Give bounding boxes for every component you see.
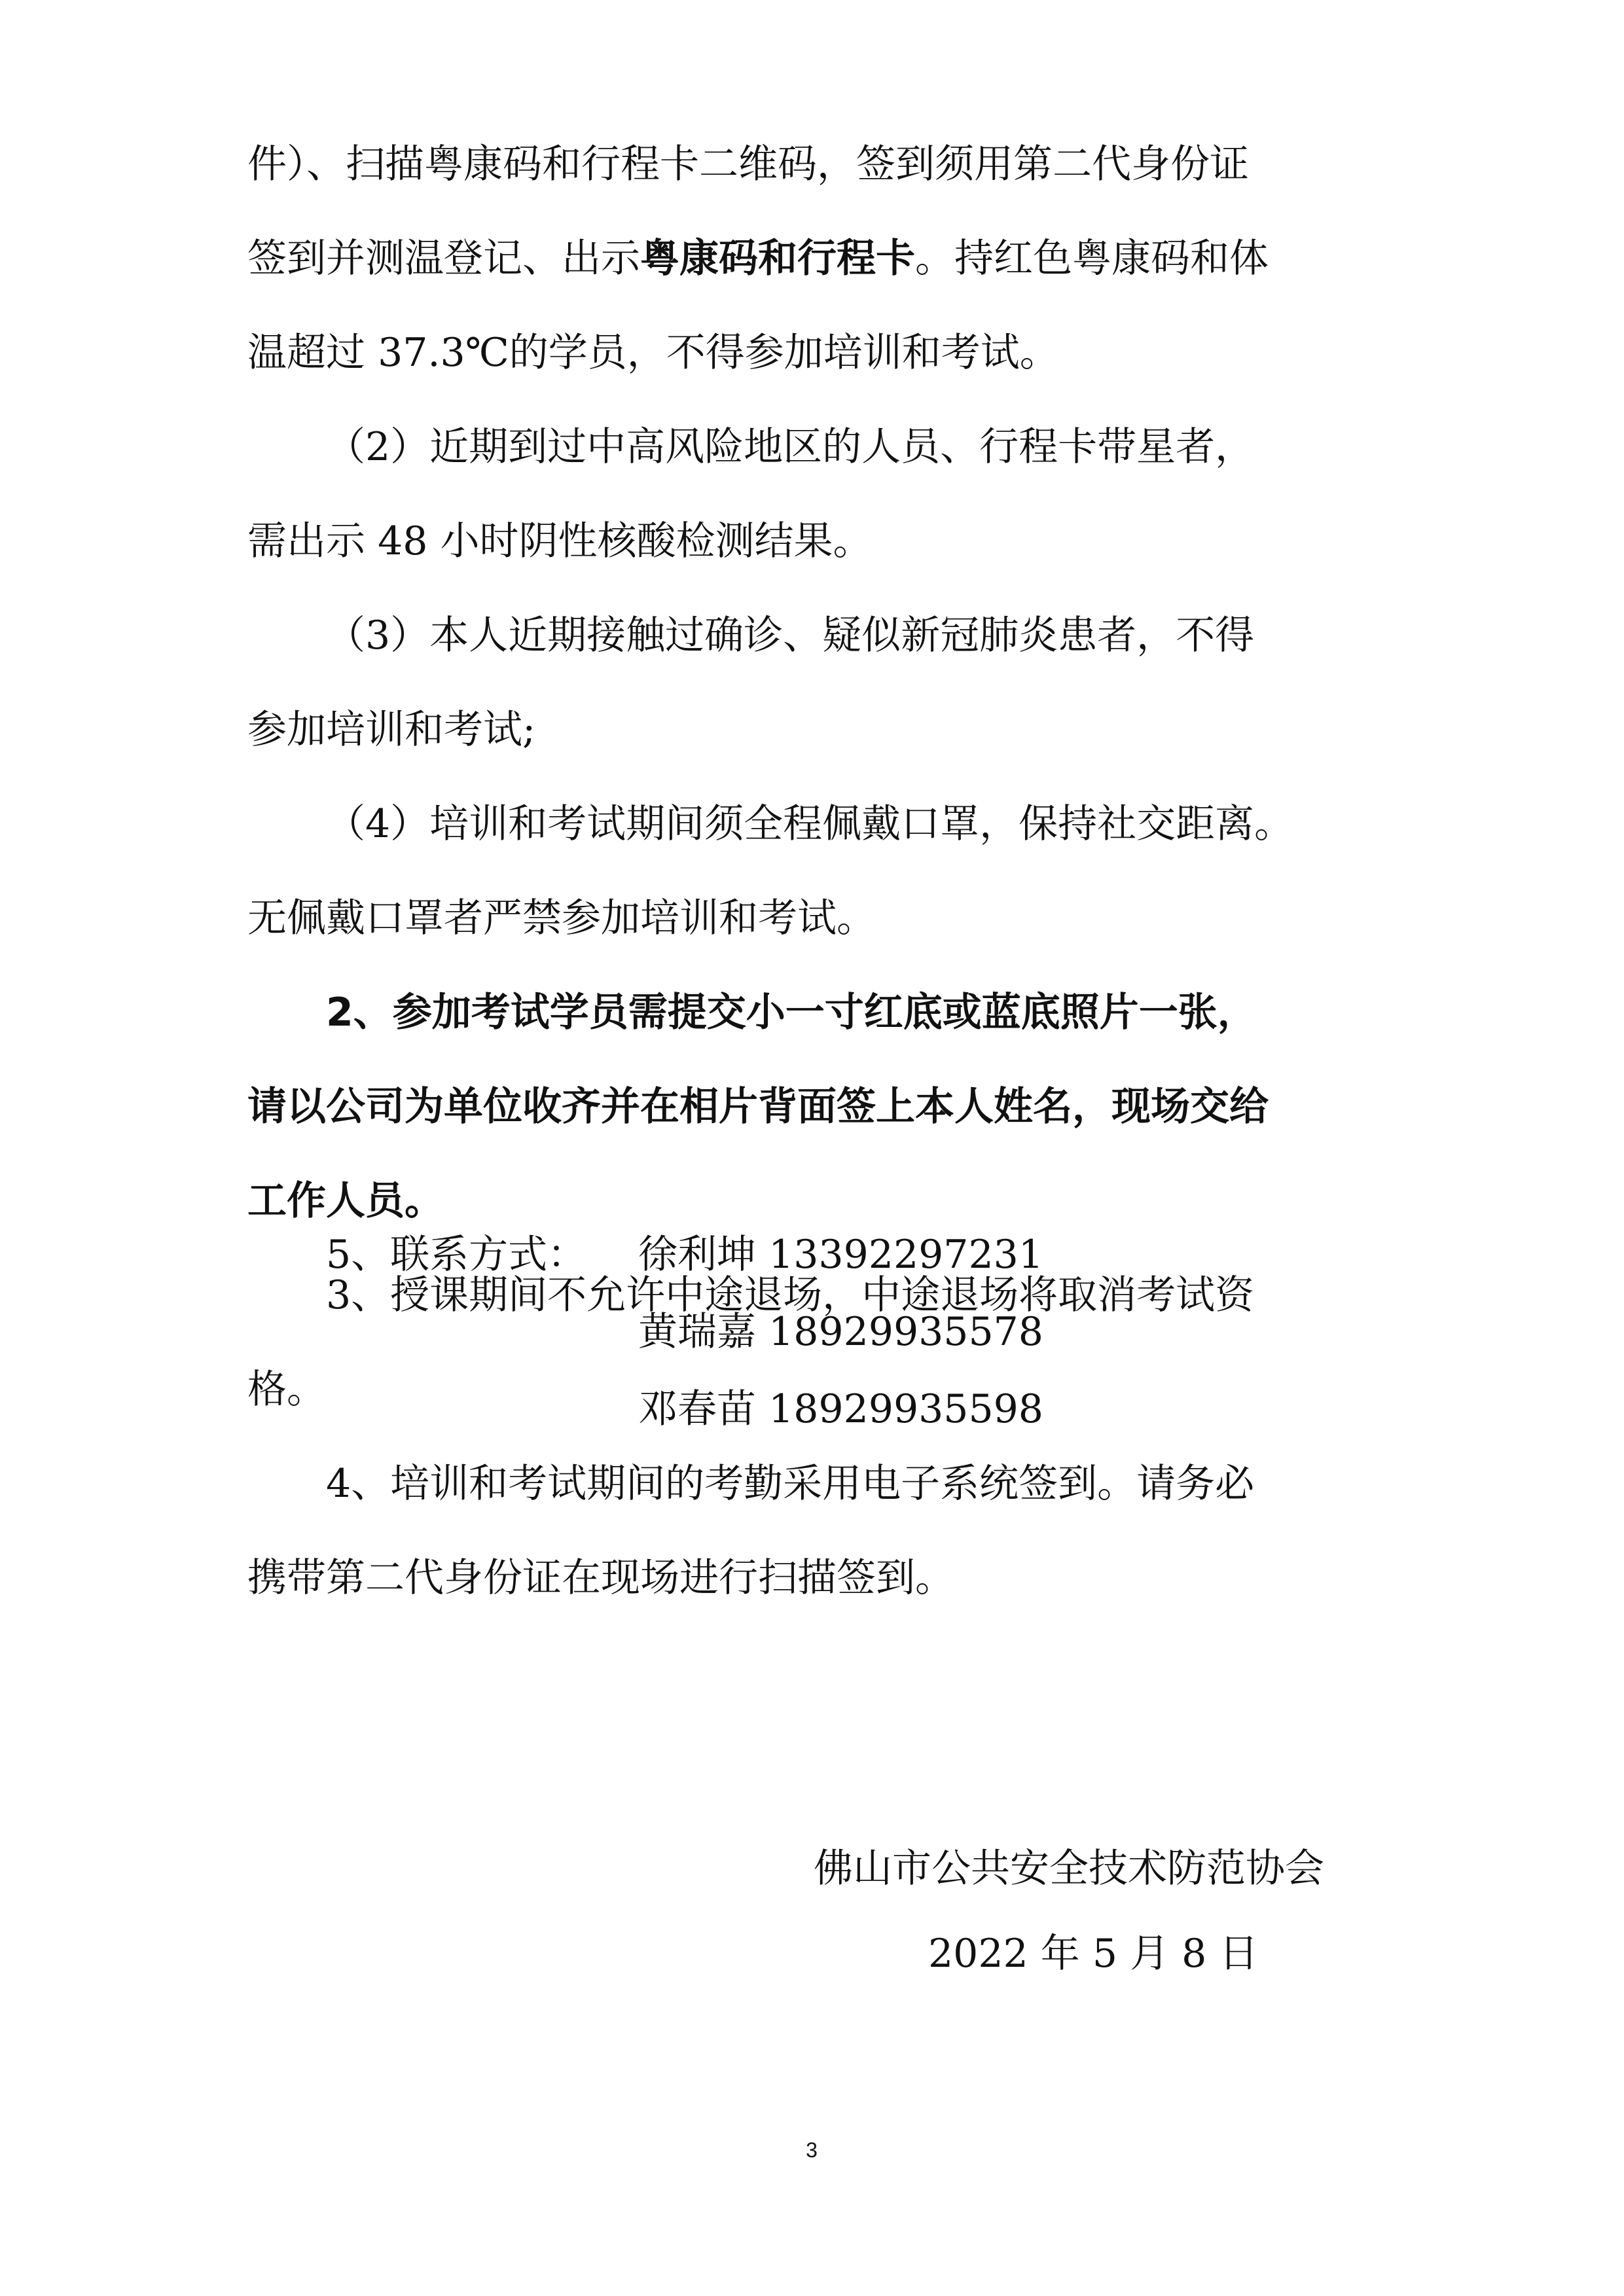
section-3-line: 3、授课期间不允许中途退场，中途退场将取消考试资 bbox=[326, 1272, 1255, 1318]
emphasis-text: 粤康码和行程卡 bbox=[640, 236, 915, 281]
item-3-line: （3）本人近期接触过确诊、疑似新冠肺炎患者，不得 bbox=[326, 613, 1255, 658]
page-number: 3 bbox=[806, 2138, 818, 2162]
item-4-line: 无佩戴口罩者严禁参加培训和考试。 bbox=[247, 895, 876, 941]
section-3-line: 格。 bbox=[247, 1367, 326, 1412]
item-2-line: 需出示 48 小时阴性核酸检测结果。 bbox=[247, 518, 873, 564]
contact-entry: 黄瑞嘉 18929935578 bbox=[638, 1309, 1043, 1355]
section-4-line: 4、培训和考试期间的考勤采用电子系统签到。请务必 bbox=[326, 1461, 1255, 1507]
item-3-line: 参加培训和考试; bbox=[247, 707, 536, 753]
contact-entry: 邓春苗 18929935598 bbox=[638, 1386, 1043, 1432]
section-4-line: 携带第二代身份证在现场进行扫描签到。 bbox=[247, 1555, 954, 1601]
signature-organization: 佛山市公共安全技术防范协会 bbox=[814, 1846, 1324, 1892]
paragraph-line: 温超过 37.3℃的学员，不得参加培训和考试。 bbox=[247, 330, 1059, 376]
section-2-line: 2、参加考试学员需提交小一寸红底或蓝底照片一张， bbox=[326, 990, 1257, 1035]
item-4-line: （4）培训和考试期间须全程佩戴口罩，保持社交距离。 bbox=[326, 801, 1294, 847]
paragraph-text: 。持红色粤康码和体 bbox=[915, 236, 1269, 281]
contact-entry: 徐利坤 13392297231 bbox=[638, 1232, 1043, 1278]
signature-date: 2022 年 5 月 8 日 bbox=[928, 1931, 1259, 1977]
section-2-line: 工作人员。 bbox=[247, 1178, 444, 1224]
paragraph-text: 签到并测温登记、出示 bbox=[247, 236, 640, 281]
section-2-line: 请以公司为单位收齐并在相片背面签上本人姓名，现场交给 bbox=[247, 1084, 1269, 1130]
paragraph-line: 件）、扫描粤康码和行程卡二维码，签到须用第二代身份证 bbox=[247, 141, 1249, 187]
contact-label: 5、联系方式： bbox=[326, 1232, 587, 1278]
paragraph-line bbox=[247, 234, 1380, 283]
item-2-line: （2）近期到过中高风险地区的人员、行程卡带星者， bbox=[326, 424, 1255, 470]
